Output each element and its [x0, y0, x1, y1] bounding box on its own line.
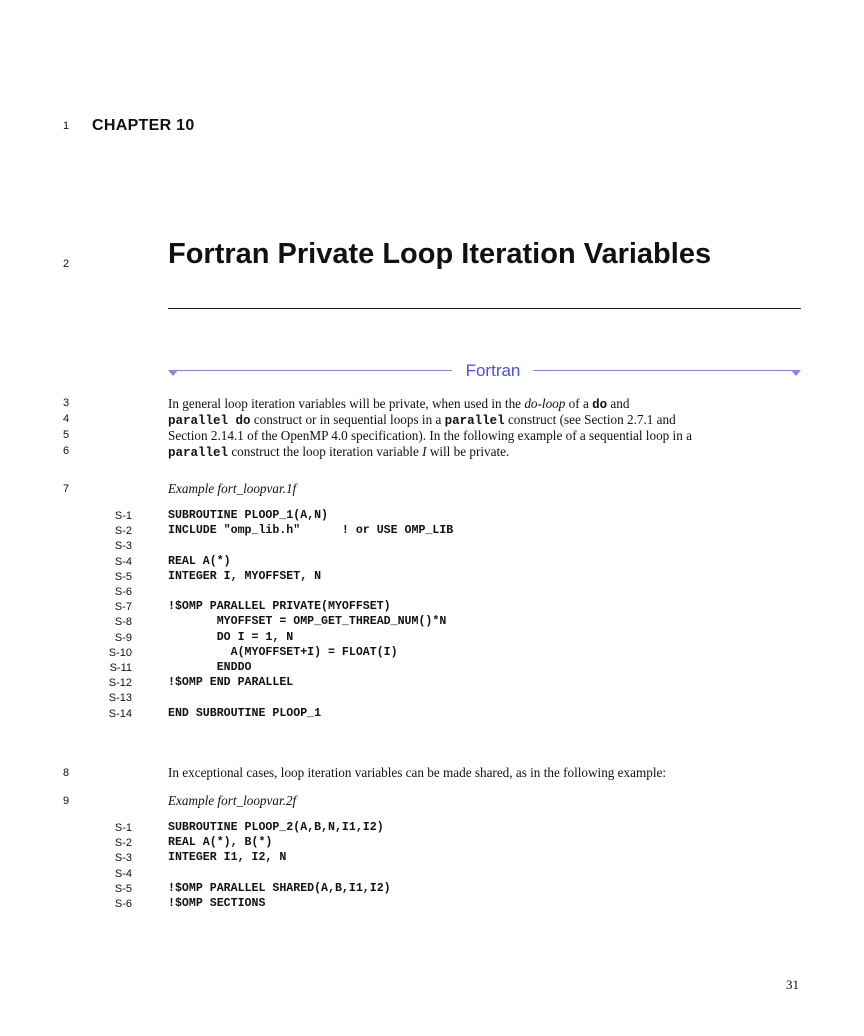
code-line-number: S-5	[114, 882, 132, 895]
code-line-number: S-10	[108, 646, 132, 659]
banner-line	[172, 370, 452, 371]
example-caption: Example fort_loopvar.2f	[168, 793, 297, 808]
code-line: INCLUDE "omp_lib.h" ! or USE OMP_LIB	[168, 524, 454, 538]
line-number: 9	[62, 795, 70, 807]
paragraph-line: parallel construct the loop iteration variable I will be private.	[168, 444, 510, 460]
code-line: SUBROUTINE PLOOP_2(A,B,N,I1,I2)	[168, 821, 384, 834]
title-rule	[168, 308, 801, 309]
line-number: 2	[62, 258, 70, 270]
code-line-number: S-5	[114, 570, 132, 583]
paragraph-line: parallel do construct or in sequential loops in a parallel construct (see Section 2.7.1 and	[168, 412, 676, 428]
triangle-down-icon	[791, 370, 801, 376]
code-line-number: S-12	[108, 677, 132, 690]
code-line-number: S-6	[114, 898, 132, 910]
code-line: REAL A(*)	[168, 554, 231, 568]
code-line-number: S-3	[114, 540, 132, 553]
code-line-number: S-2	[114, 837, 132, 850]
code-line: INTEGER I, MYOFFSET, N	[168, 569, 322, 583]
code-line: MYOFFSET = OMP_GET_THREAD_NUM()*N	[168, 615, 447, 629]
code-line-number: S-1	[114, 510, 132, 522]
line-number: 1	[62, 120, 70, 132]
line-number: 4	[62, 413, 70, 425]
line-number: 8	[62, 767, 70, 779]
chapter-label: CHAPTER 10	[92, 117, 195, 134]
banner-line	[533, 370, 797, 371]
code-line: END SUBROUTINE PLOOP_1	[168, 706, 322, 720]
code-line: A(MYOFFSET+I) = FLOAT(I)	[168, 645, 398, 659]
code-line: !$OMP PARALLEL SHARED(A,B,I1,I2)	[168, 881, 391, 895]
code-line-number: S-6	[114, 586, 132, 598]
line-number: 3	[62, 397, 70, 409]
line-number: 7	[62, 483, 70, 495]
page-number: 31	[786, 977, 799, 992]
code-line-number: S-1	[114, 822, 132, 834]
code-line-number: S-13	[108, 692, 132, 705]
banner-label: Fortran	[465, 361, 521, 380]
page-title: Fortran Private Loop Iteration Variables	[168, 238, 712, 270]
code-line-number: S-8	[114, 616, 132, 629]
code-line: SUBROUTINE PLOOP_1(A,N)	[168, 509, 329, 522]
code-line-number: S-7	[114, 601, 132, 614]
code-line-number: S-9	[114, 631, 132, 644]
code-line-number: S-3	[114, 852, 132, 865]
code-line: DO I = 1, N	[168, 630, 294, 644]
code-line: !$OMP PARALLEL PRIVATE(MYOFFSET)	[168, 600, 391, 614]
code-line: REAL A(*), B(*)	[168, 836, 273, 850]
code-line: INTEGER I1, I2, N	[168, 851, 287, 865]
code-line-number: S-4	[114, 555, 132, 568]
code-line: !$OMP SECTIONS	[168, 897, 266, 910]
code-line-number: S-4	[114, 867, 132, 880]
language-banner	[168, 360, 801, 384]
code-line-number: S-2	[114, 525, 132, 538]
code-line-number: S-14	[108, 707, 132, 720]
line-number: 5	[62, 429, 70, 441]
paragraph-line: Section 2.14.1 of the OpenMP 4.0 specification). In the following example of a sequential loop in a	[168, 428, 692, 443]
line-number: 6	[62, 445, 70, 457]
paragraph-line: In general loop iteration variables will be private, when used in the do-loop of a do and	[168, 396, 630, 412]
paragraph-line: In exceptional cases, loop iteration variables can be made shared, as in the following example:	[168, 765, 667, 780]
code-line: ENDDO	[168, 661, 252, 674]
code-line-number: S-11	[109, 662, 132, 674]
example-caption: Example fort_loopvar.1f	[168, 481, 297, 496]
code-line: !$OMP END PARALLEL	[168, 676, 294, 690]
